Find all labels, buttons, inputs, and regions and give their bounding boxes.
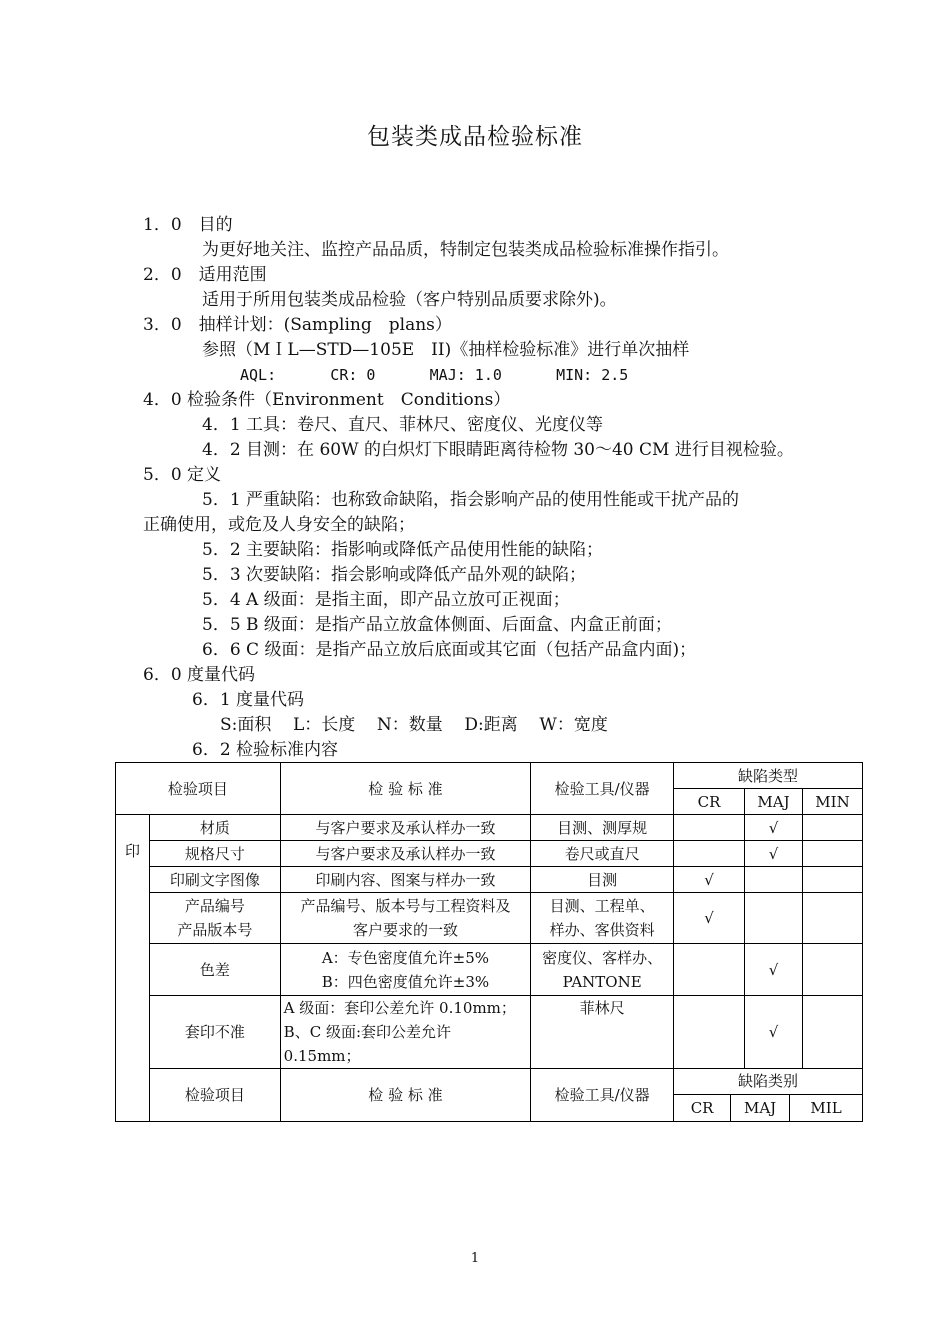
- row-standard-line: B、C 级面:套印公差允许 0.15mm；: [283, 1023, 451, 1065]
- group-label: 印: [116, 815, 150, 1122]
- row-tool-line: 密度仪、客样办、: [542, 948, 663, 967]
- table-row: [116, 893, 863, 944]
- section-4-2: 4．2 目测：在 60W 的白炽灯下眼睛距离待检物 30～40 CM 进行目视检验。: [202, 440, 794, 460]
- header-tool: 检验工具/仪器: [531, 763, 674, 815]
- footer-cr: CR: [674, 1095, 731, 1121]
- row-tool-line: 目测、工程单、: [549, 897, 655, 915]
- row-cr: √: [674, 893, 745, 944]
- row-cr: [674, 996, 745, 1069]
- row-maj: √: [745, 841, 803, 867]
- footer-defect-columns: [674, 1095, 862, 1121]
- row-item-line: 产品版本号: [177, 921, 253, 939]
- table-row: [116, 867, 863, 893]
- row-cr: [674, 815, 745, 841]
- section-2-body: 适用于所用包装类成品检验（客户特别品质要求除外)。: [202, 290, 617, 310]
- row-item: 印刷文字图像: [149, 867, 280, 893]
- footer-defect-type: 缺陷类别: [674, 1069, 862, 1095]
- section-1-heading: 1．0 目的: [143, 215, 233, 235]
- table-row: [116, 944, 863, 996]
- row-min: [802, 893, 862, 944]
- row-standard-line: A：专色密度值允许±5%: [321, 948, 490, 967]
- footer-maj: MAJ: [731, 1095, 790, 1121]
- row-cr: [674, 944, 745, 996]
- footer-tool: 检验工具/仪器: [531, 1069, 674, 1122]
- section-5-1b: 正确使用，或危及人身安全的缺陷；: [143, 515, 415, 535]
- table-row: [116, 996, 863, 1069]
- row-maj: √: [745, 944, 803, 996]
- row-standard-line: A 级面：套印公差允许 0.10mm；: [283, 999, 516, 1017]
- header-standard: 检 验 标 准: [280, 763, 531, 815]
- row-min: [802, 944, 862, 996]
- row-tool: [531, 944, 674, 996]
- row-item-line: 产品编号: [184, 897, 245, 915]
- table-footer-row: [116, 1069, 863, 1122]
- row-maj: √: [745, 815, 803, 841]
- row-tool: 菲林尺: [531, 996, 674, 1069]
- header-item: 检验项目: [116, 763, 281, 815]
- section-4-heading: 4．0 检验条件（Environment Conditions）: [143, 390, 511, 410]
- row-standard: [280, 944, 531, 996]
- header-defect-type: 缺陷类型: [674, 763, 863, 789]
- header-min: MIN: [802, 789, 862, 815]
- row-standard: [280, 893, 531, 944]
- section-1-body: 为更好地关注、监控产品品质，特制定包装类成品检验标准操作指引。: [202, 240, 729, 260]
- page-number: 1: [470, 1251, 480, 1266]
- row-tool-line: PANTONE: [562, 972, 642, 991]
- section-3-body: 参照（MＩL—STD—105E II)《抽样检验标准》进行单次抽样: [202, 340, 690, 360]
- section-6-2: 6．2 检验标准内容: [192, 740, 339, 760]
- row-item: 套印不准: [149, 996, 280, 1069]
- row-item: 色差: [149, 944, 280, 996]
- section-6-1: 6．1 度量代码: [192, 690, 305, 710]
- section-5-6: 6．6 C 级面：是指产品立放后底面或其它面（包括产品盒内面)；: [202, 640, 697, 660]
- section-6-heading: 6．0 度量代码: [143, 665, 256, 685]
- section-5-4: 5．4 A 级面：是指主面，即产品立放可正视面；: [202, 590, 570, 610]
- row-standard-line: 产品编号、版本号与工程资料及: [300, 897, 511, 915]
- header-cr: CR: [674, 789, 745, 815]
- row-standard-line: 客户要求的一致: [352, 921, 458, 939]
- row-standard-line: B：四色密度值允许±3%: [321, 972, 490, 991]
- row-tool: 目测、测厚规: [531, 815, 674, 841]
- footer-mil: MIL: [810, 1099, 842, 1117]
- row-tool: 卷尺或直尺: [531, 841, 674, 867]
- row-maj: √: [745, 996, 803, 1069]
- section-4-1: 4．1 工具：卷尺、直尺、菲林尺、密度仪、光度仪等: [202, 415, 604, 435]
- row-item: [149, 893, 280, 944]
- row-item: 规格尺寸: [149, 841, 280, 867]
- row-standard: 与客户要求及承认样办一致: [280, 815, 531, 841]
- section-5-heading: 5．0 定义: [143, 465, 222, 485]
- row-min: [802, 815, 862, 841]
- section-5-5: 5．5 B 级面：是指产品立放盒体侧面、后面盒、内盒正前面；: [202, 615, 672, 635]
- row-cr: [674, 841, 745, 867]
- section-5-1a: 5．1 严重缺陷：也称致命缺陷，指会影响产品的使用性能或干扰产品的: [202, 490, 740, 510]
- row-item: 材质: [149, 815, 280, 841]
- row-cr: √: [674, 867, 745, 893]
- table-row: [116, 841, 863, 867]
- row-maj: [745, 893, 803, 944]
- row-tool: [531, 893, 674, 944]
- header-maj: MAJ: [745, 789, 803, 815]
- section-5-3: 5．3 次要缺陷：指会影响或降低产品外观的缺陷；: [202, 565, 587, 585]
- row-maj: [745, 867, 803, 893]
- section-5-2: 5．2 主要缺陷：指影响或降低产品使用性能的缺陷；: [202, 540, 604, 560]
- row-tool-line: 样办、客供资料: [549, 921, 655, 939]
- row-standard: 与客户要求及承认样办一致: [280, 841, 531, 867]
- table-header-row: [116, 763, 863, 789]
- row-standard: [280, 996, 531, 1069]
- row-min: [802, 841, 862, 867]
- table-row: [116, 815, 863, 841]
- aql-values: AQL: CR: 0 MAJ: 1.0 MIN: 2.5: [240, 366, 629, 384]
- page-title: 包装类成品检验标准: [367, 124, 583, 150]
- footer-item: 检验项目: [149, 1069, 280, 1122]
- section-2-heading: 2．0 适用范围: [143, 265, 267, 285]
- row-min: [802, 867, 862, 893]
- section-3-heading: 3．0 抽样计划：(Sampling plans）: [143, 315, 452, 335]
- row-tool: 目测: [531, 867, 674, 893]
- row-min: [802, 996, 862, 1069]
- inspection-standard-table: [115, 762, 863, 1122]
- footer-defect-cell: [674, 1069, 863, 1122]
- footer-standard: 检 验 标 准: [280, 1069, 531, 1122]
- row-standard: 印刷内容、图案与样办一致: [280, 867, 531, 893]
- measure-codes: S:面积 L：长度 N：数量 D:距离 W：宽度: [220, 715, 608, 735]
